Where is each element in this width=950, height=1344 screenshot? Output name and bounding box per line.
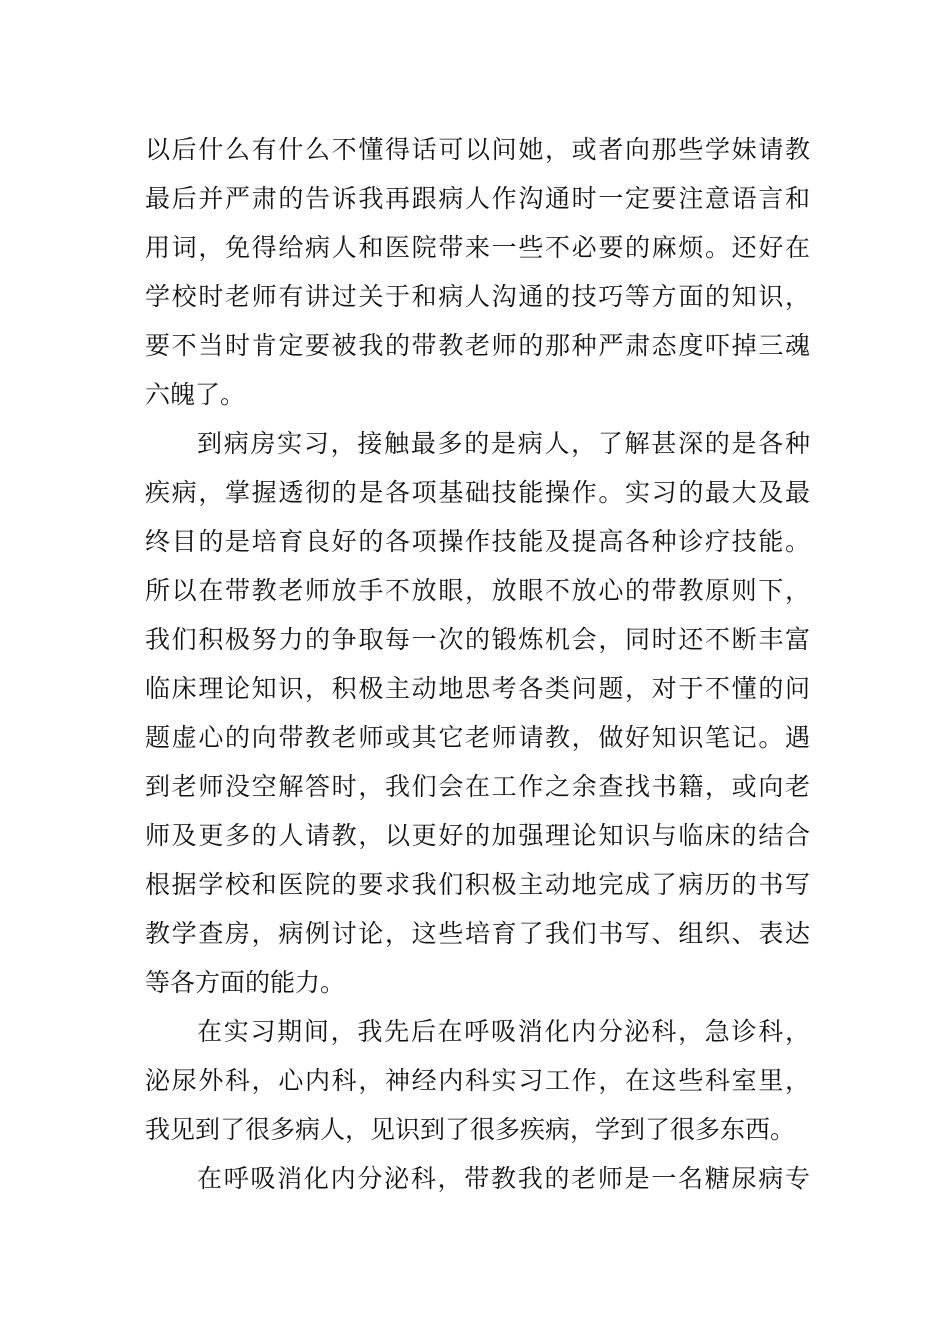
text-line: 题虚心的向带教老师或其它老师请教，做好知识笔记。遇: [145, 723, 810, 752]
text-line: 用词，免得给病人和医院带来一些不必要的麻烦。还好在: [145, 233, 810, 262]
text-line: 要不当时肯定要被我的带教老师的那种严肃态度吓掉三魂: [145, 331, 810, 360]
text-line: 最后并严肃的告诉我再跟病人作沟通时一定要注意语言和: [145, 184, 810, 213]
text-line: 在实习期间，我先后在呼吸消化内分泌科，急诊科，: [197, 1017, 810, 1046]
text-line: 我们积极努力的争取每一次的锻炼机会，同时还不断丰富: [145, 625, 810, 654]
text-line: 终目的是培育良好的各项操作技能及提高各种诊疗技能。: [145, 527, 810, 556]
text-line: 到病房实习，接触最多的是病人，了解甚深的是各种: [197, 429, 810, 458]
text-line: 我见到了很多病人，见识到了很多疾病，学到了很多东西。: [145, 1115, 796, 1144]
text-line: 学校时老师有讲过关于和病人沟通的技巧等方面的知识，: [145, 282, 810, 311]
text-line: 所以在带教老师放手不放眼，放眼不放心的带教原则下，: [145, 576, 810, 605]
text-line: 疾病，掌握透彻的是各项基础技能操作。实习的最大及最: [145, 478, 810, 507]
text-line: 根据学校和医院的要求我们积极主动地完成了病历的书写: [145, 870, 810, 899]
text-line: 到老师没空解答时，我们会在工作之余查找书籍，或向老: [145, 772, 810, 801]
text-line: 六魄了。: [145, 380, 246, 409]
text-line: 以后什么有什么不懂得话可以问她，或者向那些学妹请教: [145, 135, 810, 164]
text-line: 泌尿外科，心内科，神经内科实习工作，在这些科室里，: [145, 1066, 810, 1095]
body-text: [145, 125, 810, 1203]
text-line: 师及更多的人请教，以更好的加强理论知识与临床的结合: [145, 821, 810, 850]
text-line: 临床理论知识，积极主动地思考各类问题，对于不懂的问: [145, 674, 810, 703]
text-line: 在呼吸消化内分泌科，带教我的老师是一名糖尿病专: [197, 1164, 810, 1193]
text-line: 教学查房，病例讨论，这些培育了我们书写、组织、表达: [145, 919, 810, 948]
text-line: 等各方面的能力。: [145, 968, 346, 997]
